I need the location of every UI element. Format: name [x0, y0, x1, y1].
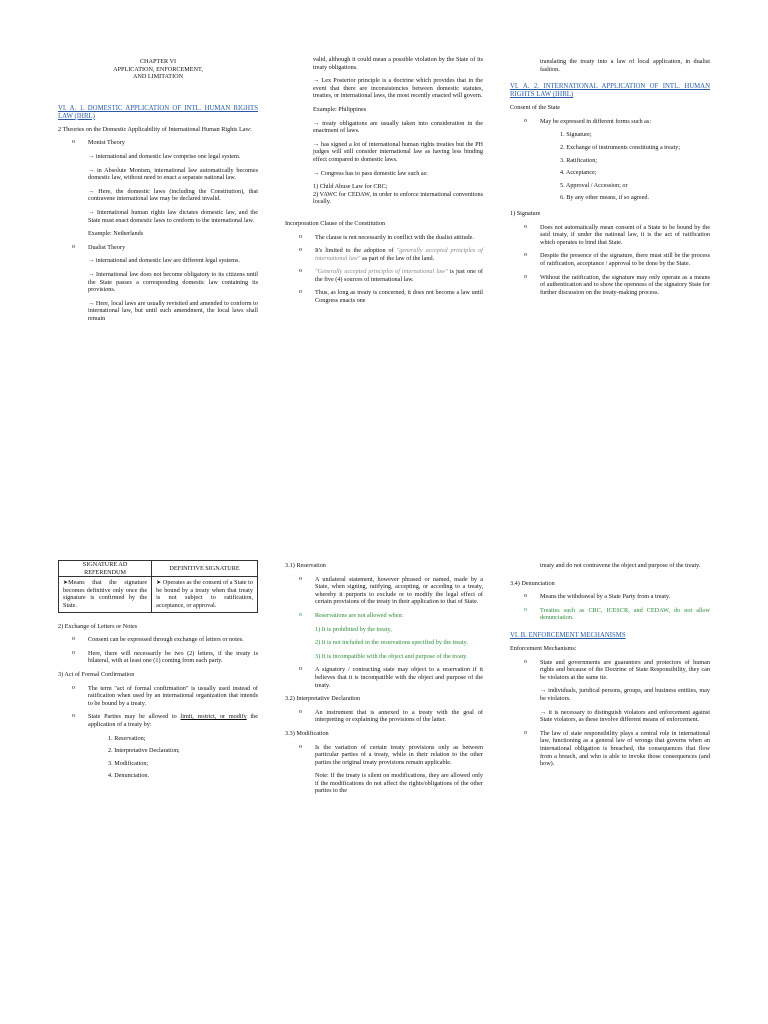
- arrow-item: → in Absolute Monism, international law automatically becomes domestic law, without need to enact a separate national law.: [88, 166, 258, 182]
- example-text: Example: Netherlands: [88, 230, 144, 238]
- example-text: Example: Philippines: [313, 105, 367, 113]
- list-item: 2. Exchange of instruments constituting a treaty;: [560, 143, 681, 151]
- list-item: 1. Reservation;: [108, 734, 146, 742]
- paragraph: treaty and do not contravene the object and purpose of the treaty.: [540, 562, 701, 569]
- bullet-item: [285, 268, 483, 283]
- bullet-item: o A signatory / contracting state may object to a reservation if it believes that it is incompatible with the object and purpose of the treaty.: [285, 666, 483, 689]
- bullet-item: o Despite the presence of the signature, there must still be the process of ratification, acceptance / approval to be done by the State.: [510, 252, 710, 267]
- bullet-item: o May be expressed in different forms such as:: [510, 118, 710, 126]
- list-item: 4. Denunciation.: [108, 772, 150, 780]
- subheading: 3) Act of Formal Confirmation: [58, 670, 135, 678]
- chapter-number: CHAPTER VI: [139, 58, 177, 65]
- underlined-text: limit, restrict, or modify: [180, 713, 247, 721]
- arrow-item: → international and domestic law comprise one legal system.: [88, 152, 241, 160]
- quoted-text: "Generally accepted principles of international law": [315, 268, 448, 276]
- subheading: 1) Signature: [510, 209, 541, 217]
- bottom-column-3: [510, 562, 710, 774]
- bullet-item: o The law of state responsibility plays a central role in international law, functioning as a general law of wrongs that governs when an international obligation is breached, the consequences that flow from a breach, and who is able to invoke those consequences (and how).: [510, 730, 710, 768]
- text-run: It's limited to the adoption of: [315, 247, 397, 255]
- text-run: State Parties may be allowed to: [88, 713, 181, 721]
- subheading: Consent of the State: [510, 104, 561, 112]
- subheading: Incorporation Clause of the Constitution: [285, 219, 386, 227]
- list-item: 3. Ratification;: [560, 156, 598, 164]
- paragraph: translating the treaty into a law of local application, in dualist fashion.: [540, 58, 710, 73]
- table-header: DEFINITIVE SIGNATURE: [152, 561, 258, 577]
- list-item: 4. Acceptance;: [560, 169, 597, 177]
- list-item: 5. Approval / Accession; or: [560, 181, 628, 189]
- paragraph: valid, although it could mean a possible violation by the State of its treaty obligations.: [313, 56, 483, 71]
- bullet-item: o Dualist Theory: [58, 244, 258, 252]
- bullet-item: o Monist Theory: [58, 139, 258, 147]
- bullet-item: o State and governments are guarantors and protectors of human rights and because of the Doctrine of State Responsibility, they can be violators at the same tie.: [510, 659, 710, 682]
- top-column-1: [58, 58, 258, 328]
- arrow-item: → Here, the domestic laws (including the Constitution), that contravene international law may be declared invalid.: [88, 187, 258, 203]
- bullet-item: o Without the ratification, the signature may only operate as a means of authentication and to show the openness of the signatory State for further discussion on the treaty-making process.: [510, 274, 710, 297]
- list-item: 6. By any other means, if so agreed.: [560, 194, 650, 202]
- list-line: 1) Child Abuse Law for CRC;: [313, 183, 388, 191]
- bullet-item: o Thus, as long as treaty is concerned, it does not become a law until Congress enacts one: [285, 289, 483, 304]
- list-item: 2. Interpretative Declaration;: [108, 747, 180, 755]
- subheading: 2) Exchange of Letters or Notes: [58, 622, 138, 630]
- arrow-item: → it is necessary to distinguish violators and enforcement against State violators, as these involve different means of enforcement.: [540, 708, 710, 724]
- list-line: 3) It is incompatible with the object and purpose of the treaty.: [315, 652, 468, 660]
- list-line: 2) It is not included in the reservations specified by the treaty.: [315, 639, 468, 647]
- arrow-item: → Lex Posterior principle is a doctrine which provides that in the event that there are inconsistencies between domestic statutes, treaties, or international laws, the most recently enacted will govern.: [313, 77, 483, 100]
- subheading: 3.1) Reservation: [285, 562, 326, 569]
- top-column-2: [285, 56, 483, 311]
- note-text: Note: If the treaty is silent on modifications, they are allowed only if the modifications do not affect the rights/obligations of the other parties to the: [315, 772, 483, 795]
- bullet-item: o Does not automatically mean consent of a State to be bound by the said treaty, if under the national law, it is the act of ratification which operates to bind that State.: [510, 224, 710, 247]
- bullet-item: o A unilateral statement, however phrased or named, made by a State, when signing, ratifying, accepting, or acceding to a treaty, whereby it purports to exclude or to modify the legal effect of certain provisions of the treaty in their application to that of State.: [285, 576, 483, 606]
- subheading: 3.4) Denunciation: [510, 579, 555, 587]
- text-run: is just one of the five (4) sources of international law.: [315, 268, 483, 283]
- bullet-item: o The clause is not necessarily in conflict with the dualist attitude.: [285, 234, 483, 242]
- arrow-item: → individuals, juridical persons, groups, and business entities, may be violators.: [540, 687, 710, 702]
- table-header: SIGNATURE AD REFERENDUM: [59, 561, 152, 577]
- arrow-item: → Congress has to pass domestic law such as:: [313, 169, 428, 177]
- list-item: 3. Modification;: [108, 759, 149, 767]
- list-item: 1. Signature;: [560, 131, 592, 139]
- table-cell: ➤ Operates as the consent of a State to be bound by a treaty when that treaty is not subject to ratification, acceptance, or approval.: [152, 577, 258, 612]
- paragraph: 2 Theories on the Domestic Applicability of International Human Rights Law:: [58, 125, 252, 133]
- bullet-item: o Reservations are not allowed when:: [285, 612, 483, 620]
- bullet-item: [285, 247, 483, 262]
- arrow-item: → has signed a lot of international human rights treaties but the PH judges will still consider international law as having less binding effect compared to domestic laws.: [313, 140, 483, 163]
- chapter-title: [58, 58, 258, 81]
- bullet-item: o Consent can be expressed through exchange of letters or notes.: [58, 636, 258, 644]
- arrow-item: → international and domestic law are different legal systems.: [88, 257, 240, 265]
- top-column-3: [510, 58, 710, 302]
- chapter-title-line: AND LIMITATION: [132, 73, 184, 81]
- signature-table: [58, 560, 258, 613]
- bullet-item: [58, 713, 258, 728]
- subheading: Enforcement Mechanisms:: [510, 644, 577, 652]
- bullet-item: o Is the variation of certain treaty provisions only as between particular parties of a treaty, while in their relation to the other parties the original treaty provisions remain applicable.: [285, 744, 483, 767]
- bullet-item: o An instrument that is annexed to a treaty with the goal of interpreting or explaining the provisions of the latter.: [285, 709, 483, 724]
- arrow-item: → International law does not become obligatory to its citizens until the State passes a corresponding domestic law containing its provisions.: [88, 270, 258, 294]
- section-heading: VI. B. ENFORCEMENT MECHANISMS: [510, 631, 626, 639]
- bottom-column-1: [58, 560, 258, 785]
- bullet-item: o The term "act of formal confirmation" is usually used instead of ratification when used by an international organization that intends to be bound by a treaty.: [58, 685, 258, 708]
- arrow-item: → treaty obligations are usually taken into consideration in the enactment of laws.: [313, 119, 483, 135]
- arrow-item: → International human rights law dictates domestic law, and the State must enact domestic laws to conform to the international law.: [88, 208, 258, 224]
- subheading: 3.2) Interpretative Declaration: [285, 695, 361, 703]
- list-line: 2) VAWC for CEDAW, in order to enforce international conventions locally.: [313, 190, 483, 206]
- arrow-item: → Here, local laws are usually revisited and amended to conform to international law, but until such amendment, the local laws shall remain: [88, 299, 258, 322]
- text-run: the application of a treaty by:: [88, 713, 259, 728]
- bottom-column-2: [285, 562, 483, 801]
- list-line: 1) It is prohibited by the treaty,: [315, 625, 392, 633]
- table-cell: ➤Means that the signature becomes definitive only once the signature is confirmed by the State.: [59, 577, 152, 612]
- bullet-item: o Means the withdrawal by a State Party from a treaty.: [510, 593, 710, 601]
- section-heading: VI. A. 2. INTERNATIONAL APPLICATION OF INTL. HUMAN RIGHTS LAW (IHRL): [510, 83, 710, 99]
- section-heading: VI. A. 1. DOMESTIC APPLICATION OF INTL. HUMAN RIGHTS LAW (IHRL): [58, 104, 258, 120]
- quoted-text: "generally accepted principles of international law": [315, 247, 484, 262]
- subheading: 3.3) Modification: [285, 729, 329, 737]
- bullet-item: o Here, there will necessarily be two (2) letters, if the treaty is bilateral, with at least one (1) coming from each party.: [58, 650, 258, 665]
- bullet-item: o Treaties such as CRC, ICESCR, and CEDAW, do not allow denunciation.: [510, 607, 710, 622]
- chapter-title-line: APPLICATION, ENFORCEMENT,: [113, 65, 203, 73]
- text-run: as part of the law of the land.: [360, 254, 435, 262]
